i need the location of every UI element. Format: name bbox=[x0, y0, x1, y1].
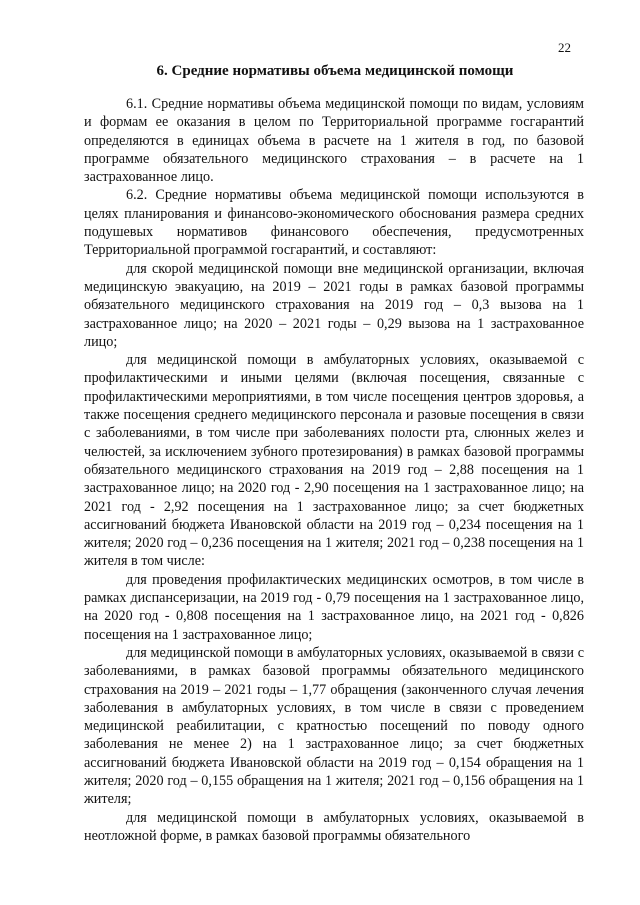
page-number: 22 bbox=[558, 40, 571, 55]
section-body bbox=[84, 95, 584, 845]
paragraph-outpatient-preventive: для медицинской помощи в амбулаторных условиях, оказываемой с профилактическими и иными целями (включая посещения, связанные с профилактическими мероприятиями, в том числе посещения центров здоровья, а также посещения среднего медицинского персонала и разовые посещения в связи с заболеваниями, в том числе при заболеваниях полости рта, слюнных желез и челюстей, за исключением зубного протезирования) в рамках базовой программы обязательного медицинского страхования на 2019 год – 2,88 посещения на 1 застрахованное лицо; на 2020 год - 2,90 посещения на 1 застрахованное лицо; на 2021 год - 2,92 посещения на 1 застрахованное лицо; за счет бюджетных ассигнований бюджета Ивановской области на 2019 год – 0,234 посещения на 1 жителя; 2020 год – 0,236 посещения на 1 жителя; 2021 год – 0,238 посещения на 1 жителя в том числе: bbox=[84, 352, 584, 570]
section-heading: 6. Средние нормативы объема медицинской помощи bbox=[156, 63, 514, 79]
paragraph-outpatient-disease: для медицинской помощи в амбулаторных условиях, оказываемой в связи с заболеваниями, в рамках базовой программы обязательного медицинского страхования на 2019 – 2021 годы – 1,77 обращения (законченного случая лечения заболевания в амбулаторных условиях, в том числе в связи с проведением медицинской реабилитации, с кратностью посещений по поводу одного заболевания не менее 2) на 1 застрахованное лицо; за счет бюджетных ассигнований бюджета Ивановской области на 2019 год – 0,154 обращения на 1 жителя; 2020 год – 0,155 обращения на 1 жителя; 2021 год – 0,156 обращения на 1 жителя; bbox=[84, 644, 584, 808]
paragraph-emergency-care: для скорой медицинской помощи вне медицинской организации, включая медицинскую эвакуацию, на 2019 – 2021 годы в рамках базовой программы обязательного медицинского страхования на 2019 год – 0,3 вызова на 1 застрахованное лицо; на 2020 – 2021 годы – 0,29 вызова на 1 застрахованное лицо; bbox=[84, 260, 584, 350]
paragraph-outpatient-urgent: для медицинской помощи в амбулаторных условиях, оказываемой в неотложной форме, в рамках базовой программы обязательного bbox=[84, 809, 584, 844]
paragraph-6-1: 6.1. Средние нормативы объема медицинской помощи по видам, условиям и формам ее оказания в целом по Территориальной программе госгарантий определяются в единицах объема в расчете на 1 жителя в год, по базовой программе обязательного медицинского страхования – в расчете на 1 застрахованное лицо. bbox=[84, 96, 584, 186]
paragraph-preventive-checkups: для проведения профилактических медицинских осмотров, в том числе в рамках диспансеризации, на 2019 год - 0,79 посещения на 1 застрахованное лицо, на 2020 год - 0,808 посещения на 1 застрахованное лицо, на 2021 год - 0,826 посещения на 1 застрахованное лицо; bbox=[84, 571, 584, 643]
paragraph-6-2: 6.2. Средние нормативы объема медицинской помощи используются в целях планирования и финансово-экономического обоснования размера средних подушевых нормативов финансового обеспечения, предусмотренных Территориальной программой госгарантий, и составляют: bbox=[84, 187, 584, 259]
